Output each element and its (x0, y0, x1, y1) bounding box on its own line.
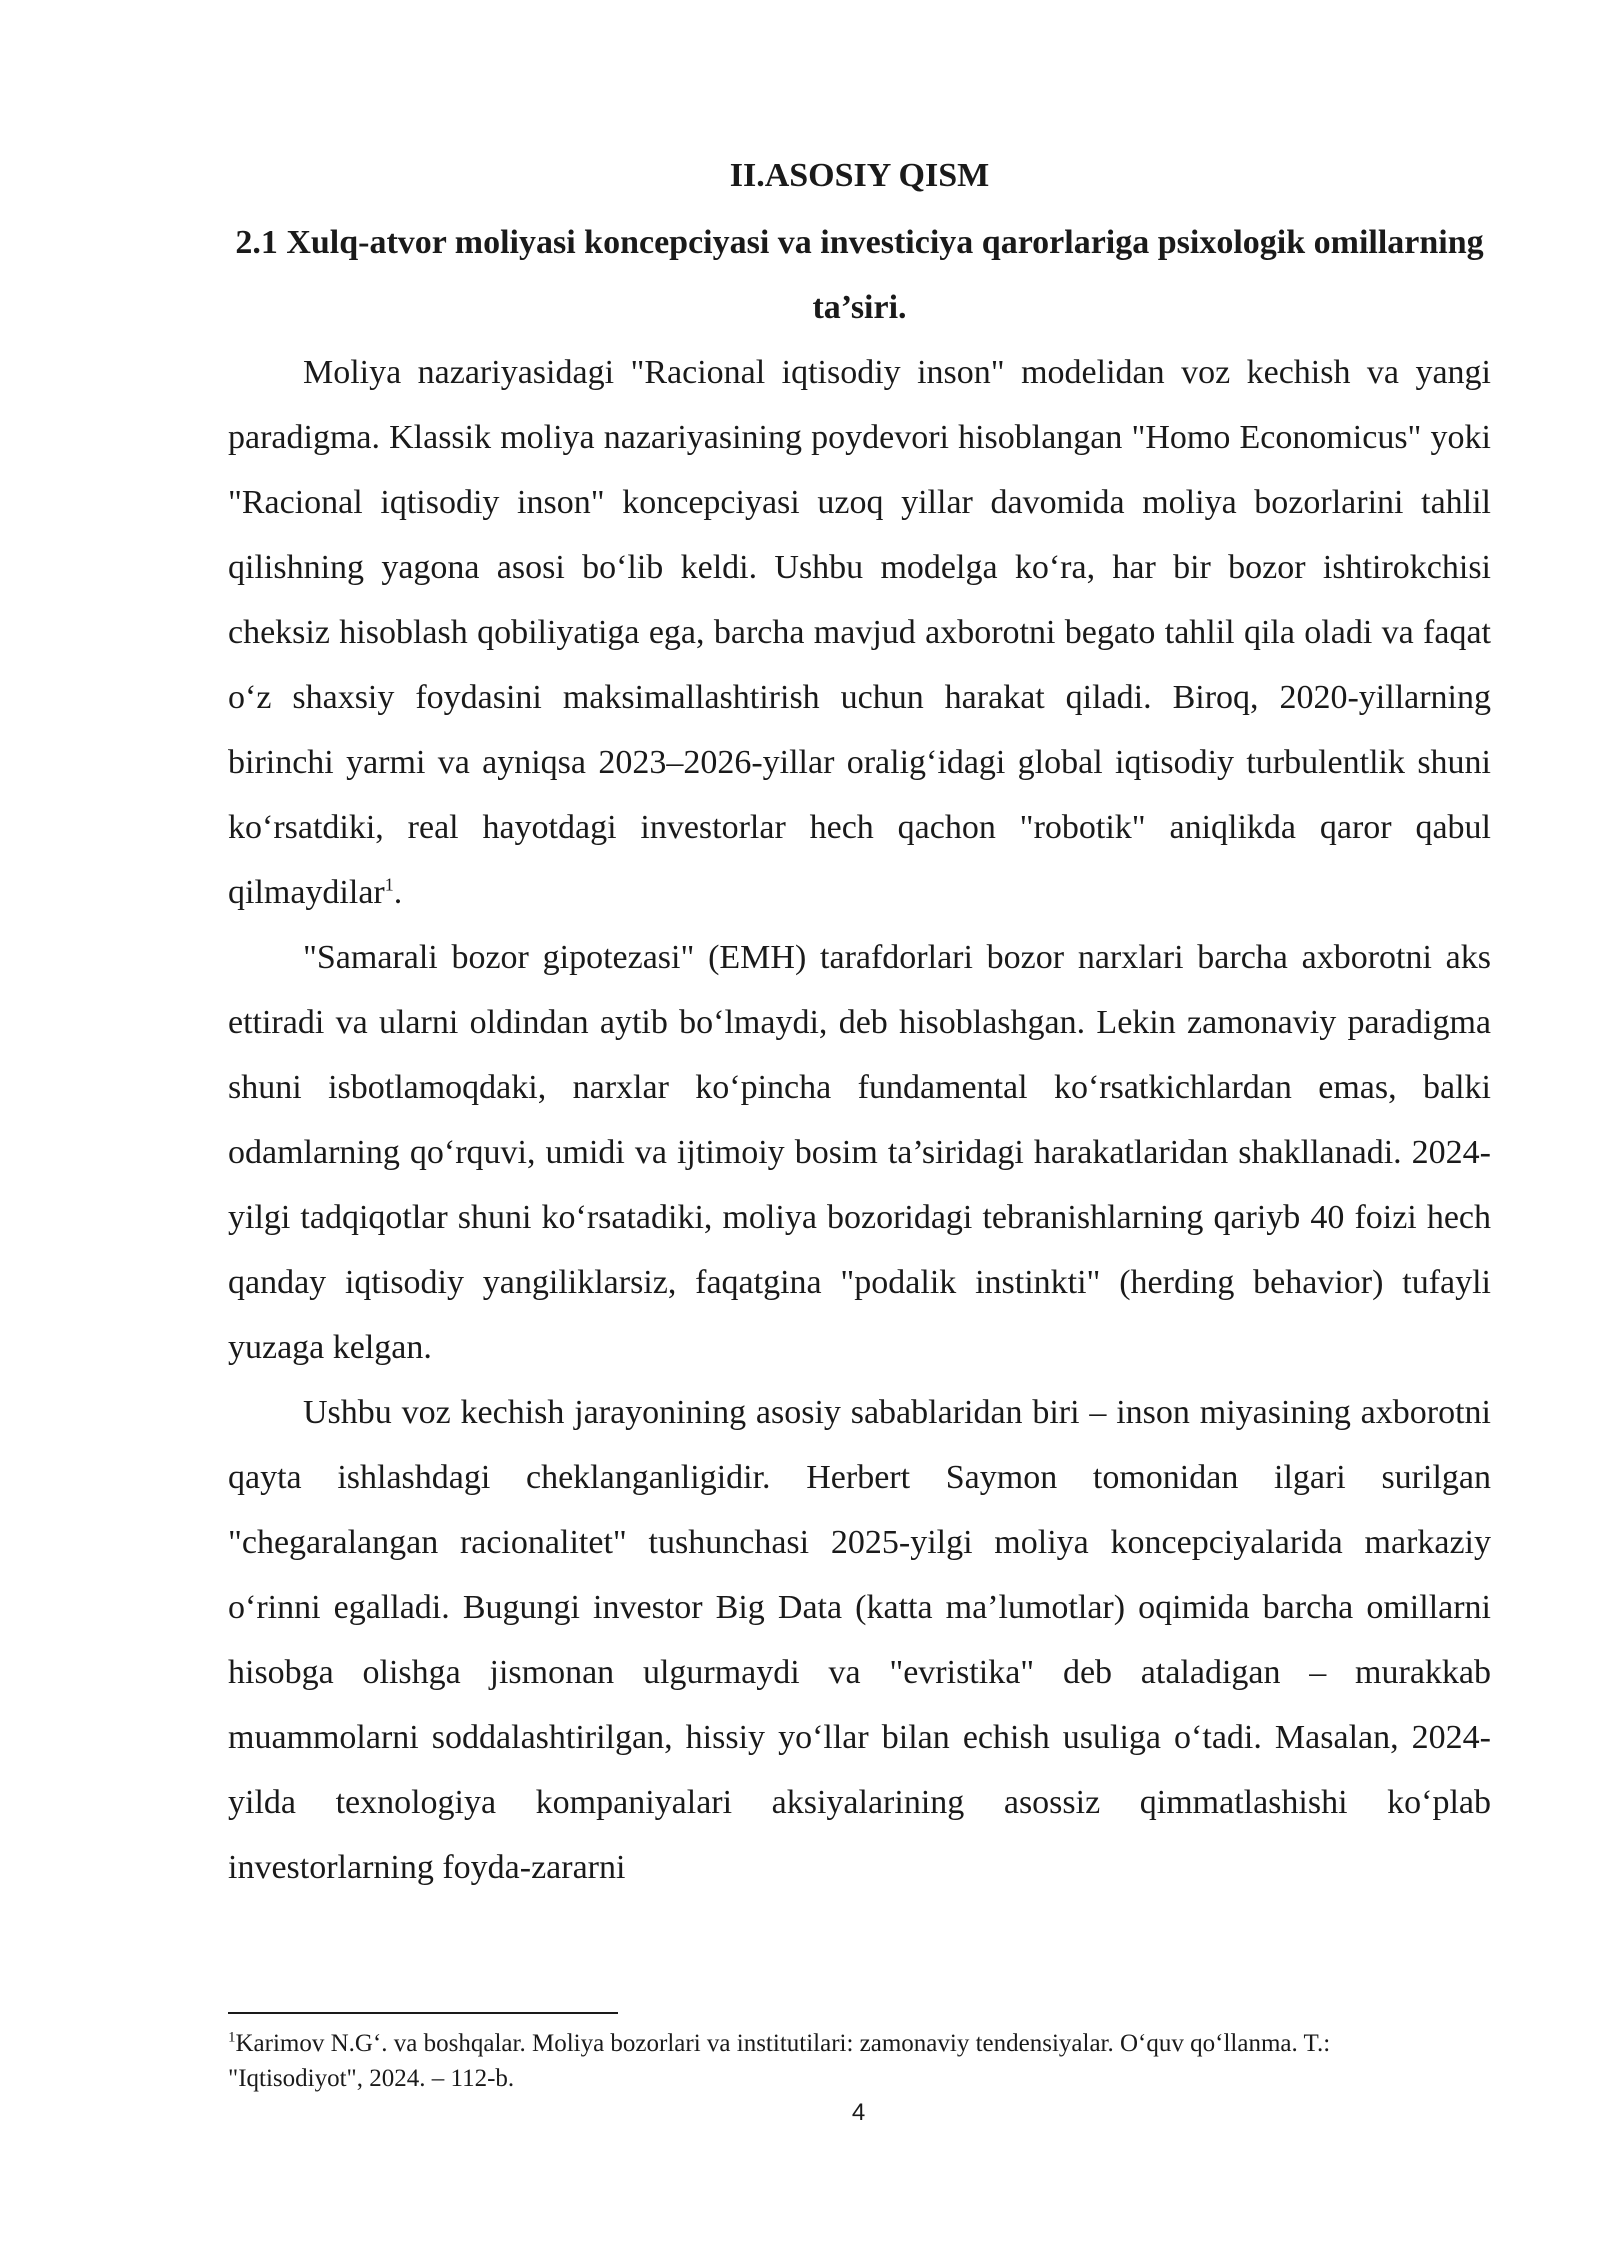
paragraph-2: "Samarali bozor gipotezasi" (EMH) tarafdorlari bozor narxlari barcha axborotni aks ettiradi va ularni oldindan aytib bo‘lmaydi, deb hisoblashgan. Lekin zamonaviy paradigma shuni isbotlamoqdaki, narxlar ko‘pincha fundamental ko‘rsatkichlardan emas, balki odamlarning qo‘rquvi, umidi va ijtimoiy bosim ta’siridagi harakatlaridan shakllanadi. 2024-yilgi tadqiqotlar shuni ko‘rsatadiki, moliya bozoridagi tebranishlarning qariyb 40 foizi hech qanday iqtisodiy yangiliklarsiz, faqatgina "podalik instinkti" (herding behavior) tufayli yuzaga kelgan. (228, 939, 1491, 1366)
section-heading: 2.1 Xulq-atvor moliyasi koncepciyasi va investiciya qarorlariga psixologik omillarning ta’siri. (235, 224, 1484, 326)
paragraph-3: Ushbu voz kechish jarayonining asosiy sabablaridan biri – inson miyasining axborotni qayta ishlashdagi cheklanganligidir. Herbert Saymon tomonidan ilgari surilgan "chegaralangan racionalitet" tushunchasi 2025-yilgi moliya koncepciyalarida markaziy o‘rinni egalladi. Bugungi investor Big Data (katta ma’lumotlar) oqimida barcha omillarni hisobga olishga jismonan ulgurmaydi va "evristika" deb ataladigan – murakkab muammolarni soddalashtirilgan, hissiy yo‘llar bilan echish usuliga o‘tadi. Masalan, 2024-yilda texnologiya kompaniyalari aksiyalarining asossiz qimmatlashishi ko‘plab investorlarning foyda-zararni (228, 1394, 1491, 1886)
paragraph-1-end: . (393, 874, 403, 911)
footnote-marker: 1 (228, 2029, 236, 2046)
footnote-separator (228, 2012, 618, 2014)
paragraph-1 (228, 340, 1491, 925)
paragraph-1-text: Moliya nazariyasidagi "Racional iqtisodiy inson" modelidan voz kechish va yangi paradigma. Klassik moliya nazariyasining poydevori hisoblangan "Homo Economicus" yoki "Racional iqtisodiy inson" koncepciyasi uzoq yillar davomida moliya bozorlarini tahlil qilishning yagona asosi bo‘lib keldi. Ushbu modelga ko‘ra, har bir bozor ishtirokchisi cheksiz hisoblash qobiliyatiga ega, barcha mavjud axborotni begato tahlil qila oladi va faqat o‘z shaxsiy foydasini maksimallashtirish uchun harakat qiladi. Biroq, 2020-yillarning birinchi yarmi va ayniqsa 2023–2026-yillar oralig‘idagi global iqtisodiy turbulentlik shuni ko‘rsatdiki, real hayotdagi investorlar hech qachon "robotik" aniqlikda qaror qabul qilmaydilar (228, 354, 1491, 911)
footnote (228, 2026, 1408, 2096)
page-number: 4 (851, 2099, 866, 2126)
body-text (228, 340, 1491, 1900)
part-heading: II.ASOSIY QISM (729, 157, 990, 194)
footnote-text: Karimov N.G‘. va boshqalar. Moliya bozorlari va institutilari: zamonaviy tendensiyalar. O‘quv qo‘llanma. T.: "Iqtisodiyot", 2024. – 112-b. (228, 2030, 1331, 2092)
footnote-reference: 1 (384, 874, 394, 895)
